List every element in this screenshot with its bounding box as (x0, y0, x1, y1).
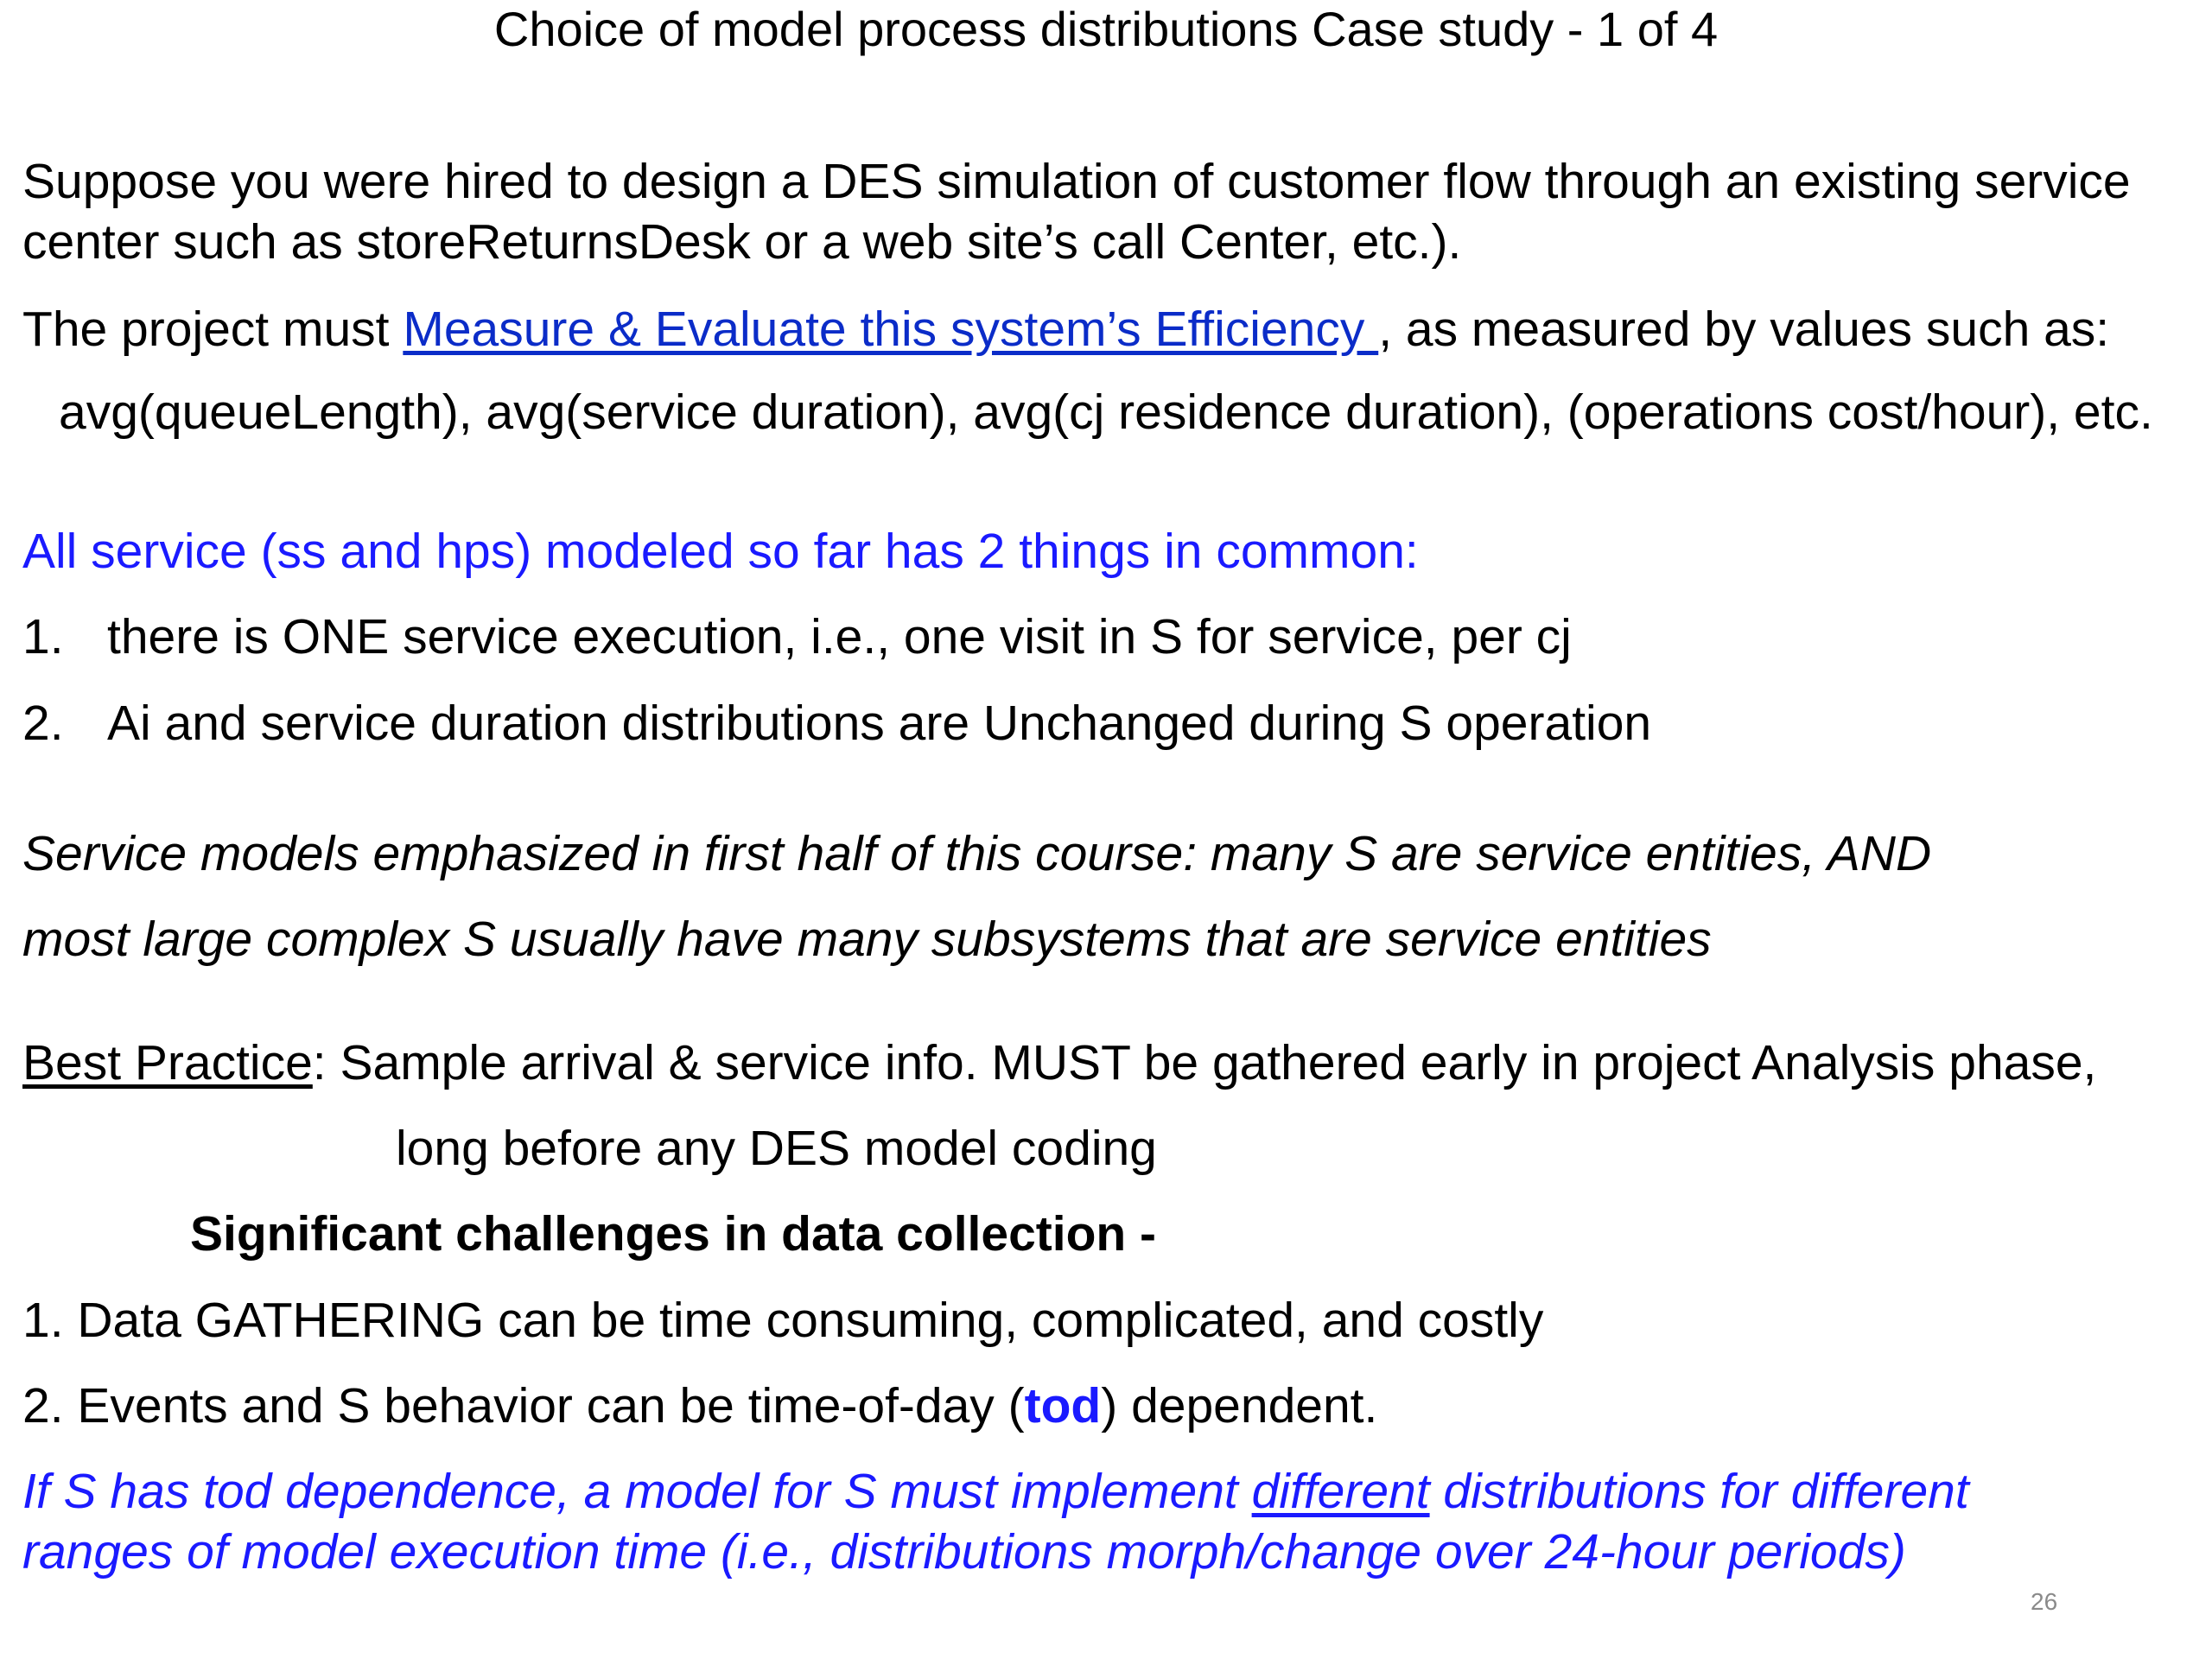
challenge-item-2-prefix: 2. Events and S behavior can be time-of-day ( (22, 1378, 1025, 1433)
list-item-number: 2. (22, 696, 64, 751)
intro-line-1: Suppose you were hired to design a DES simulation of customer flow through an existing service (22, 154, 2131, 209)
challenge-item-2 (22, 1376, 1377, 1435)
best-practice-text: : Sample arrival & service info. MUST be gathered early in project Analysis phase, (312, 1035, 2097, 1090)
project-prefix: The project must (22, 302, 404, 357)
emphasis-line-1: Service models emphasized in first half of this course: many S are service entities, AND (22, 826, 1932, 881)
list-item-number: 1. (22, 609, 64, 664)
best-practice-label: Best Practice (22, 1035, 313, 1090)
best-practice-line-2: long before any DES model coding (396, 1121, 1157, 1176)
common-heading: All service (ss and hps) modeled so far has 2 things in common: (22, 524, 1419, 579)
measures-line: avg(queueLength), avg(service duration), avg(cj residence duration), (operations cost/hour), etc. (59, 385, 2153, 440)
best-practice-line (22, 1033, 2096, 1092)
list-item (22, 694, 1651, 753)
tod-note-underlined: different (1251, 1464, 1430, 1519)
challenges-heading: Significant challenges in data collection - (190, 1206, 1157, 1262)
project-suffix: , as measured by values such as: (1378, 302, 2110, 357)
page-number: 26 (2031, 1588, 2058, 1615)
tod-keyword: tod (1024, 1378, 1102, 1433)
tod-note-line-2: ranges of model execution time (i.e., distributions morph/change over 24-hour periods) (22, 1524, 1906, 1580)
tod-note-suffix: distributions for different (1429, 1464, 1969, 1519)
intro-line-2: center such as storeReturnsDesk or a web site’s call Center, etc.). (22, 214, 1462, 270)
list-item-text: Ai and service duration distributions are Unchanged during S operation (107, 696, 1652, 751)
challenge-item-1: 1. Data GATHERING can be time consuming, complicated, and costly (22, 1293, 1544, 1348)
efficiency-link[interactable]: Measure & Evaluate this system’s Efficiency (403, 302, 1379, 357)
challenge-item-2-suffix: ) dependent. (1101, 1378, 1378, 1433)
list-item (22, 607, 1572, 666)
emphasis-line-2: most large complex S usually have many subsystems that are service entities (22, 912, 1712, 967)
slide-title: Choice of model process distributions Case study - 1 of 4 (493, 2, 1719, 56)
tod-note-prefix: If S has tod dependence, a model for S must implement (22, 1464, 1252, 1519)
list-item-text: there is ONE service execution, i.e., one visit in S for service, per cj (107, 609, 1572, 664)
project-line (22, 300, 2109, 359)
tod-note-line-1 (22, 1462, 1969, 1521)
